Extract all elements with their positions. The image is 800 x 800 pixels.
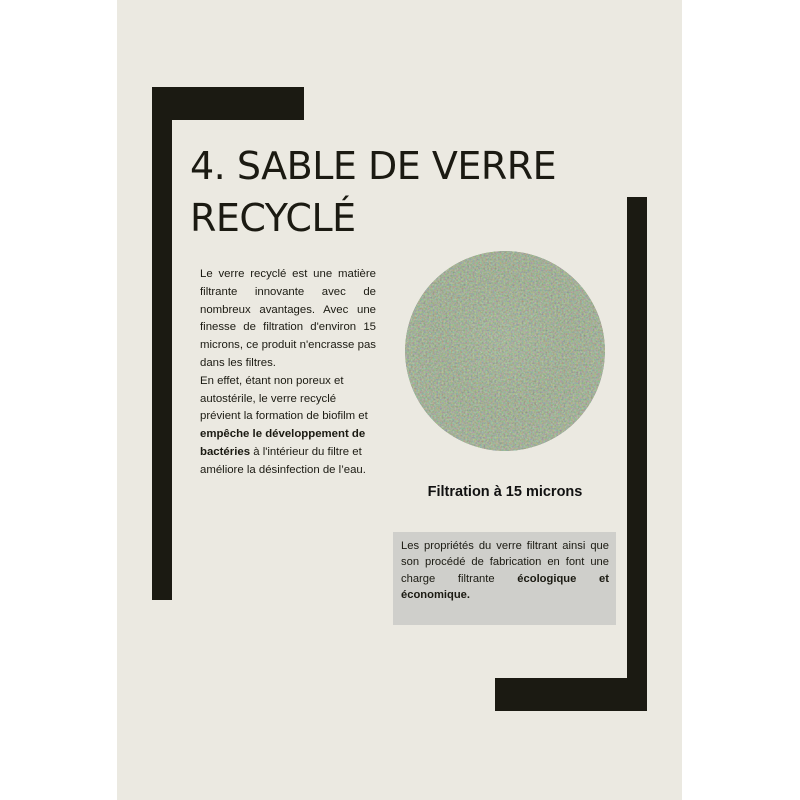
intro-paragraph-2-end: à l'intérieur du filtre et améliore la désinfection de l’eau. [200,445,366,476]
frame-bar-bottom-right-horizontal [495,678,647,711]
highlight-note-box [393,532,616,625]
page-title-line-2: RECYCLÉ [190,196,356,240]
intro-paragraph-1: Le verre recyclé est une matière filtrante innovante avec de nombreux avantages. Avec une finesse de filtration d'environ 15 microns, ce produit n'encrasse pas dans les filtres. [200,268,376,369]
note-text: Les propriétés du verre filtrant ainsi que son procédé de fabrication en font une charge filtrante [401,540,609,585]
intro-paragraph-2 [200,373,376,480]
intro-paragraph-2-bold: empêche le développement de bactéries [200,428,366,458]
frame-bar-left-vertical [152,87,172,600]
page-title [190,140,610,244]
frame-bar-top-left-horizontal [152,87,304,120]
page-title-line-1: 4. SABLE DE VERRE [190,144,557,188]
frame-bar-right-vertical [627,197,647,711]
intro-paragraph-2-start: En effet, étant non poreux et autostérile, le verre recyclé prévient la formation de biofilm et [200,374,368,423]
image-caption: Filtration à 15 microns [427,484,583,500]
recycled-glass-sand-photo [404,250,606,452]
intro-text-block [200,266,376,480]
note-bold-text: écologique et économique. [401,572,609,601]
